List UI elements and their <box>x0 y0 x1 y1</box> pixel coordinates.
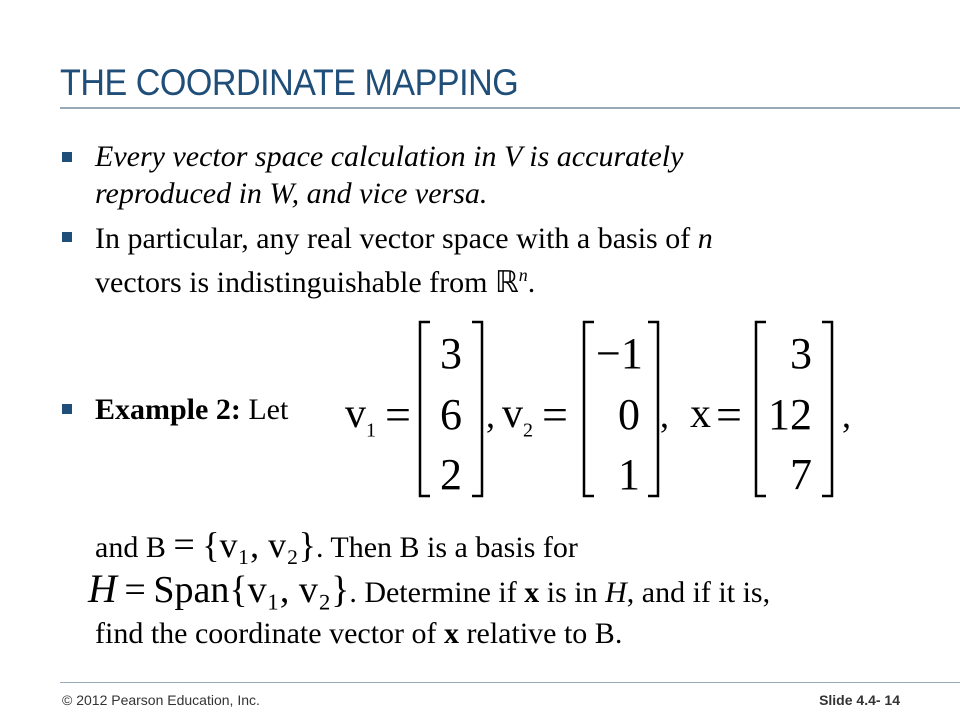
bullet-marker <box>62 232 72 242</box>
example-label: Example 2: <box>95 393 241 426</box>
copyright: © 2012 Pearson Education, Inc. <box>62 692 260 708</box>
span-expression: Span{v₁, v₂} <box>153 569 350 611</box>
bullet-marker <box>62 152 72 162</box>
bullet2-text2: vectors is indistinguishable from <box>95 266 495 299</box>
v2-entry-1: −1 <box>596 329 643 378</box>
example-let: Let <box>240 393 289 426</box>
v1-name: v <box>345 391 366 437</box>
right-bracket <box>822 322 832 496</box>
x-label: x <box>690 391 711 437</box>
and-line <box>95 524 578 566</box>
real-exponent: n <box>518 265 528 285</box>
bullet2-line2 <box>95 258 535 300</box>
bullet2-text: In particular, any real vector space with a basis of <box>95 222 698 255</box>
slide-title: THE COORDINATE MAPPING <box>60 62 519 103</box>
x-bold-2: x <box>444 617 460 650</box>
bullet1-line1: Every vector space calculation in V is accurately <box>95 140 684 173</box>
h-equals: = <box>124 569 146 611</box>
relative-text: relative to B. <box>459 617 623 650</box>
span-line <box>88 566 771 611</box>
x-bold: x <box>524 576 540 609</box>
bullet1-line2: reproduced in W, and vice versa. <box>95 177 488 210</box>
right-bracket <box>472 322 482 496</box>
left-bracket <box>756 322 766 496</box>
v2-entry-2: 0 <box>618 390 640 439</box>
footer-divider <box>60 682 960 683</box>
x-equals: = <box>716 389 742 440</box>
slide-number: Slide 4.4- 14 <box>819 692 900 708</box>
v2-subscript: 2 <box>523 419 533 442</box>
v1-entry-3: 2 <box>440 450 462 499</box>
v2-entry-3: 1 <box>618 450 640 499</box>
comma: , <box>486 395 495 435</box>
period: . <box>527 266 536 299</box>
last-line <box>95 617 622 651</box>
h-symbol: H <box>88 566 117 611</box>
x-entry-1: 3 <box>790 329 812 378</box>
title-divider <box>60 107 960 109</box>
comma: , <box>842 395 851 435</box>
bullet-marker <box>62 404 72 414</box>
if-it-is-text: , and if it is, <box>626 576 771 609</box>
v1-entry-2: 6 <box>440 390 462 439</box>
right-bracket <box>648 322 658 496</box>
bullet2-line1 <box>95 222 713 256</box>
real-symbol: ℝ <box>494 266 519 299</box>
bullet2-n: n <box>697 222 713 255</box>
determine-text: . Determine if <box>349 576 525 609</box>
x-entry-2: 12 <box>768 390 812 439</box>
b-equals: = <box>173 524 195 566</box>
v1-equals: = <box>385 389 411 440</box>
x-entry-3: 7 <box>790 450 812 499</box>
v2-label <box>502 390 533 442</box>
comma: , <box>660 395 669 435</box>
and-b: and B <box>95 531 166 564</box>
then-text: . Then B is a basis for <box>315 531 578 564</box>
v1-subscript: 1 <box>366 419 376 442</box>
v2-name: v <box>502 391 523 437</box>
basis-set: {v₁, v₂} <box>202 525 316 565</box>
is-in-text: is in <box>539 576 606 609</box>
find-text: find the coordinate vector of <box>95 617 445 650</box>
left-bracket <box>420 322 430 496</box>
v1-entry-1: 3 <box>440 329 462 378</box>
h-italic: H <box>605 576 627 609</box>
example-label-line <box>95 393 288 427</box>
v1-label <box>345 390 376 442</box>
v2-equals: = <box>542 389 568 440</box>
left-bracket <box>584 322 594 496</box>
